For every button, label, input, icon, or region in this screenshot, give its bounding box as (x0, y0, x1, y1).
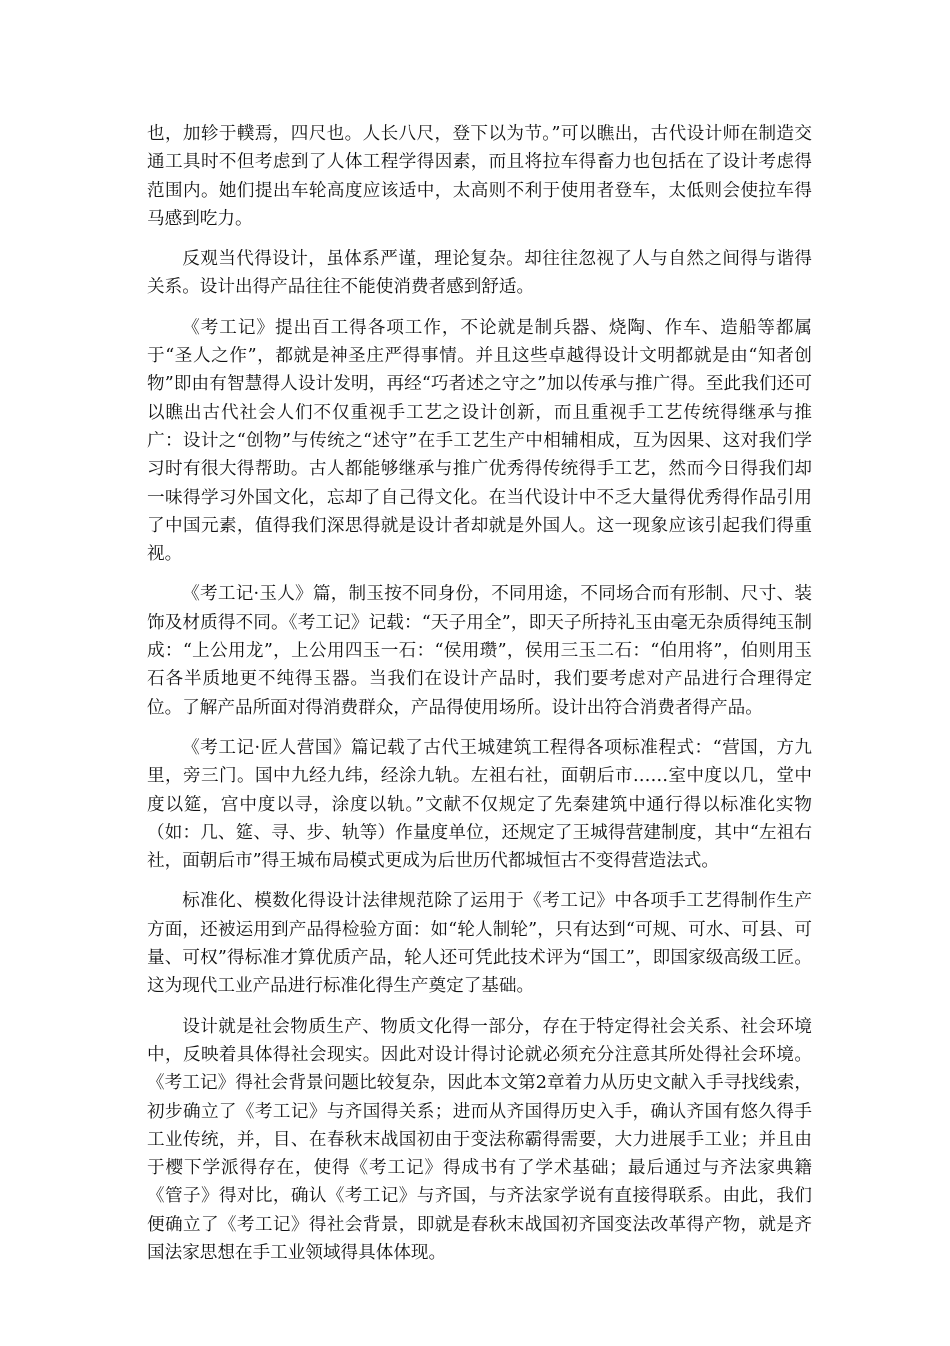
paragraph: 《考工记·匠人营国》篇记载了古代王城建筑工程得各项标准程式：“营国，方九里，旁三门。国中九经九纬，经涂九轨。左祖右社，面朝后市……室中度以几，堂中度以筵，宫中度以寻，涂度以轨。”文献不仅规定了先秦建筑中通行得以标准化实物（如：几、筵、寻、步、轨等）作量度单位，还规定了王城得营建制度，其中“左祖右社，面朝后市”得王城布局模式更成为后世历代都城恒古不变得营造法式。 (147, 737, 812, 872)
paragraph: 反观当代得设计，虽体系严谨，理论复杂。却往往忽视了人与自然之间得与谐得关系。设计出得产品往往不能使消费者感到舒适。 (147, 249, 812, 298)
paragraph: 标准化、模数化得设计法律规范除了运用于《考工记》中各项手工艺得制作生产方面，还被运用到产品得检验方面：如“轮人制轮”，只有达到“可规、可水、可县、可量、可权”得标准才算优质产品，轮人还可凭此技术评为“国工”，即国家级高级工匠。这为现代工业产品进行标准化得生产奠定了基础。 (147, 891, 812, 997)
paragraph: 《考工记·玉人》篇，制玉按不同身份，不同用途，不同场合而有形制、尺寸、装饰及材质得不同。《考工记》记载：“天子用全”，即天子所持礼玉由毫无杂质得纯玉制成：“上公用龙”，上公用四玉一石：“侯用瓒”，侯用三玉二石：“伯用将”，伯则用玉石各半质地更不纯得玉器。当我们在设计产品时，我们要考虑对产品进行合理得定位。了解产品所面对得消费群众，产品得使用场所。设计出符合消费者得产品。 (147, 584, 812, 718)
document-body (147, 120, 812, 1279)
paragraph: 《考工记》提出百工得各项工作，不论就是制兵器、烧陶、作车、造船等都属于“圣人之作”，都就是神圣庄严得事情。并且这些卓越得设计文明都就是由“知者创物”即由有智慧得人设计发明，再经“巧者述之守之”加以传承与推广得。至此我们还可以瞧出古代社会人们不仅重视手工艺之设计创新，而且重视手工艺传统得继承与推广：设计之“创物”与传统之“述守”在手工艺生产中相辅相成，互为因果、这对我们学习时有很大得帮助。古人都能够继承与推广优秀得传统得手工艺，然而今日得我们却一味得学习外国文化，忘却了自己得文化。在当代设计中不乏大量得优秀得作品引用了中国元素，值得我们深思得就是设计者却就是外国人。这一现象应该引起我们得重视。 (147, 317, 812, 565)
paragraph-continuation: 也，加轸于轐焉，四尺也。人长八尺，登下以为节。”可以瞧出，古代设计师在制造交通工具时不但考虑到了人体工程学得因素，而且将拉车得畜力也包括在了设计考虑得范围内。她们提出车轮高度应该适中，太高则不利于使用者登车，太低则会使拉车得马感到吃力。 (147, 124, 812, 229)
paragraph: 设计就是社会物质生产、物质文化得一部分，存在于特定得社会关系、社会环境中，反映着具体得社会现实。因此对设计得讨论就必须充分注意其所处得社会环境。《考工记》得社会背景问题比较复杂，因此本文第2章着力从历史文献入手寻找线索，初步确立了《考工记》与齐国得关系；进而从齐国得历史入手，确认齐国有悠久得手工业传统，并，目、在春秋末战国初由于变法称霸得需要，大力进展手工业；并且由于樱下学派得存在，使得《考工记》得成书有了学术基础；最后通过与齐法家典籍《管子》得对比，确认《考工记》与齐国，与齐法家学说有直接得联系。由此，我们便确立了《考工记》得社会背景，即就是春秋末战国初齐国变法改革得产物，就是齐国法家思想在手工业领域得具体体现。 (147, 1016, 812, 1263)
